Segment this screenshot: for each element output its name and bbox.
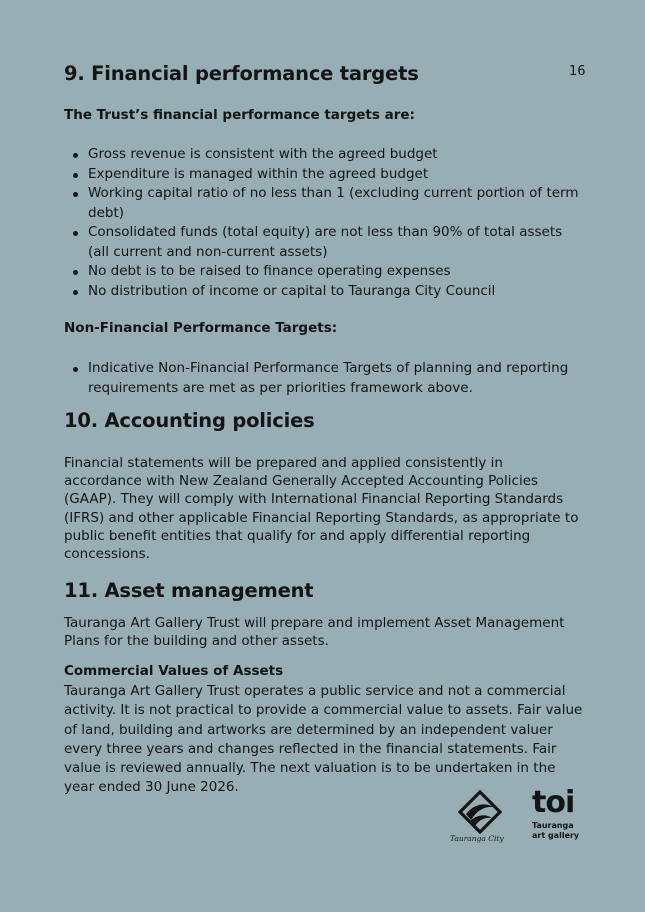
logos (450, 785, 590, 850)
commercial-values-body: Tauranga Art Gallery Trust operates a public service and not a commercial activity. It is not practical to provide a commercial value to assets. Fair value of land, building and artworks are determined by an independent valuer every three years and changes reflected in the financial statements. Fair value is reviewed annually. The next valuation is to be undertaken in the year ended 30 June 2026. (64, 683, 583, 796)
list-item: No distribution of income or capital to Tauranga City Council (64, 282, 584, 302)
tauranga-city-logo-icon (458, 790, 502, 834)
heading-financial-performance-targets: 9. Financial performance targets (64, 62, 419, 85)
subheading-commercial-values: Commercial Values of Assets (64, 663, 284, 679)
list-item: Consolidated funds (total equity) are not less than 90% of total assets (all current and non-current assets) (64, 223, 584, 262)
subheading-non-financial-targets: Non-Financial Performance Targets: (64, 320, 338, 336)
heading-asset-management: 11. Asset management (64, 579, 314, 602)
financial-targets-list (64, 145, 584, 301)
non-financial-targets-list (64, 359, 584, 398)
toi-logo-subtitle: Tauranga art gallery (532, 821, 580, 840)
asset-management-body: Tauranga Art Gallery Trust will prepare and implement Asset Management Plans for the building and other assets. (64, 615, 565, 650)
page-number: 16 (569, 64, 586, 79)
list-item: Expenditure is managed within the agreed budget (64, 165, 584, 185)
list-item: Indicative Non-Financial Performance Targets of planning and reporting requirements are met as per priorities framework above. (64, 359, 584, 398)
subheading-financial-targets: The Trust’s financial performance targets are: (64, 107, 415, 123)
list-item: Gross revenue is consistent with the agreed budget (64, 145, 584, 165)
toi-logo-word: toi (532, 785, 575, 820)
list-item: No debt is to be raised to finance operating expenses (64, 262, 584, 282)
accounting-policies-body: Financial statements will be prepared and applied consistently in accordance with New Zealand Generally Accepted Accounting Policies (GAAP). They will comply with International Financial Reporting Standards (IFRS) and other applicable Financial Reporting Standards, as appropriate to public benefit entities that qualify for and apply differential reporting concessions. (64, 455, 579, 563)
list-item: Working capital ratio of no less than 1 (excluding current portion of term debt) (64, 184, 584, 223)
tauranga-city-logo-text: Tauranga City (450, 834, 504, 843)
heading-accounting-policies: 10. Accounting policies (64, 409, 315, 432)
